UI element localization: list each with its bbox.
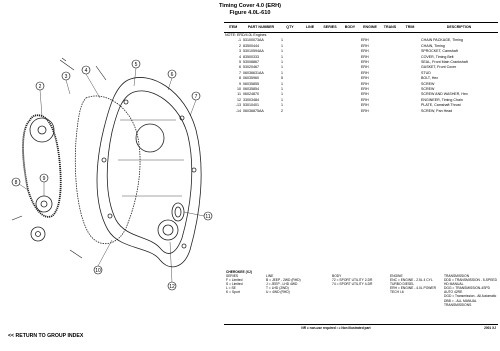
cell-qty: 2 (281, 108, 283, 113)
codes-series-line: F = Limited (226, 278, 243, 283)
cell-desc: ENGINEER, Timing Chain (421, 97, 463, 102)
cell-desc: PLATE, Camshaft Thrust (421, 103, 461, 108)
cell-qty: 1 (281, 103, 283, 108)
cell-engine: ERH (361, 92, 369, 97)
cell-engine: ERH (361, 76, 369, 81)
cell-qty: 1 (281, 70, 283, 75)
cell-desc: STUD (421, 70, 431, 75)
cell-desc: SEAL, Front Main Crankshaft (421, 60, 468, 65)
codes-heading: CHEROKEE (XJ) (226, 270, 252, 274)
svg-text:2: 2 (38, 84, 42, 90)
cell-part: 06035855 (243, 81, 259, 86)
cell-engine: ERH (361, 103, 369, 108)
callout-2 (36, 82, 44, 90)
cell-engine: ERH (361, 49, 369, 54)
cell-item: 7 (239, 70, 241, 75)
col-engine: ENGINE (360, 23, 380, 33)
cell-item: 3 (239, 49, 241, 54)
codes-line-line: T = LHD (2WD) (266, 286, 289, 291)
cell-engine: ERH (361, 54, 369, 59)
cell-qty: 1 (281, 65, 283, 70)
codes-engine-line: ERH = ENGINE - 4.0L POWER TECH I-6 (390, 286, 436, 295)
footer-divider (224, 324, 498, 325)
codes-transmission-line: DGG = TRANSMISSION-4SPD AUTO 42RE (444, 286, 491, 295)
svg-text:8: 8 (14, 180, 18, 186)
codes-engine (390, 274, 438, 294)
cell-desc: COVER, Timing Belt (421, 54, 454, 59)
codes-body-line: 74 = SPORT UTILITY 4-DR (332, 282, 373, 287)
callout-7 (192, 92, 200, 100)
cell-part: 53100073AA (243, 38, 264, 43)
callout-8 (12, 178, 20, 186)
svg-text:6: 6 (170, 72, 174, 78)
cell-part: 53008867 (243, 60, 259, 65)
timing-cover-drawing (97, 77, 201, 266)
codes-transmission (444, 274, 498, 307)
codes-series-title: SERIES (226, 274, 239, 278)
codes-transmission-line: DGD = Transmission - All Automatic (444, 294, 497, 299)
cell-item: 6 (239, 65, 241, 70)
callout-9 (40, 174, 48, 182)
crank-seal-drawing (172, 203, 184, 221)
cell-part: 83500444 (243, 43, 259, 48)
codes-body-line: 72 = SPORT UTILITY 2-DR (332, 278, 373, 283)
codes-engine-line: ENC = ENGINE - 2.5L 4 CYL TURBO DIESEL (390, 278, 433, 287)
cell-line (300, 109, 320, 114)
footer-note: NR = non-use required • = Non illustrated part (301, 326, 371, 330)
svg-text:7: 7 (194, 94, 198, 100)
svg-text:3: 3 (64, 74, 68, 80)
callout-4 (82, 66, 90, 74)
cell-desc: BOLT, Hex (421, 76, 439, 81)
codes-transmission-line: DDD = TRANSMISSION - 5-SPEED HD MANUAL (444, 278, 497, 287)
cell-engine: ERH (361, 97, 369, 102)
cell-trans (380, 109, 400, 114)
cell-engine: ERH (361, 60, 369, 65)
callout-10 (94, 266, 102, 274)
cell-desc: SCREW (421, 87, 435, 92)
cell-item: 10 (237, 87, 241, 92)
cell-item: -14 (235, 108, 241, 113)
cell-part: 53010594AA (243, 49, 264, 54)
table-header-row (224, 23, 498, 33)
col-body: BODY (340, 23, 360, 33)
cell-item: 2 (239, 43, 241, 48)
codes-transmission-line: DBB = - ALL MANUAL TRANSMISSIONS (444, 298, 477, 307)
svg-text:11: 11 (205, 214, 211, 220)
cell-part: 53010401 (243, 103, 259, 108)
cell-engine: ERH (361, 70, 369, 75)
codes-line-line: U = 4WD (RHD) (266, 290, 290, 295)
cell-qty: 1 (281, 81, 283, 86)
cell-part: 06035854 (243, 87, 259, 92)
cell-part: 53020467 (243, 65, 259, 70)
exploded-parts-diagram (0, 20, 222, 310)
codes-line-title: LINE (266, 274, 274, 278)
codes-series-line: K = Sport (226, 290, 240, 295)
table-note: NOTE: ERD/4.0L Engines (225, 33, 267, 37)
vehicle-codes (226, 270, 498, 307)
table-row (224, 109, 498, 114)
codes-body-title: BODY (332, 274, 342, 278)
callout-12 (168, 282, 176, 290)
codes-series-line: L = SE (226, 286, 236, 291)
cell-qty: 5 (281, 76, 283, 81)
cell-desc: SCREW AND WASHER, Hex (421, 92, 468, 97)
figure-number: Figure 4.0L-610 (229, 10, 271, 16)
cell-engine: ERH (361, 38, 369, 43)
col-line: LINE (300, 23, 320, 33)
svg-text:5: 5 (134, 62, 138, 68)
col-series: SERIES (320, 23, 340, 33)
svg-text:9: 9 (42, 176, 46, 182)
col-item: ITEM (224, 23, 242, 33)
page-header (0, 3, 500, 17)
cell-item: 8 (239, 76, 241, 81)
cell-part: 06024870 (243, 92, 259, 97)
cell-desc: CHAIN, Timing (421, 43, 445, 48)
cell-item: 5 (239, 60, 241, 65)
cell-item: 12 (237, 97, 241, 102)
callout-11 (204, 212, 212, 220)
cell-part: 06036875AA (243, 108, 264, 113)
cell-desc: SCREW (421, 81, 435, 86)
cell-qty: 1 (281, 49, 283, 54)
cell-engine: ERH (361, 108, 369, 113)
cell-qty: 1 (281, 54, 283, 59)
codes-body (332, 274, 372, 286)
cell-engine: ERH (361, 81, 369, 86)
crank-sprocket-drawing (31, 227, 45, 241)
col-qty: QTY (280, 23, 300, 33)
svg-text:12: 12 (169, 284, 175, 290)
col-trans: TRANS (380, 23, 400, 33)
cell-qty: 1 (281, 87, 283, 92)
cell-qty: 1 (281, 38, 283, 43)
svg-text:10: 10 (95, 268, 101, 274)
cell-part: 06035960 (243, 76, 259, 81)
cell-item: 9 (239, 81, 241, 86)
cell-engine: ERH (361, 65, 369, 70)
codes-line-line: B = JEEP - 2WD (RHD) (266, 278, 301, 283)
cell-part: 33003484 (243, 97, 259, 102)
cell-qty: 1 (281, 43, 283, 48)
cell-part: 83500333 (243, 54, 259, 59)
cell-item: -13 (235, 103, 241, 108)
codes-series (226, 274, 243, 294)
cell-qty: 1 (281, 92, 283, 97)
svg-text:4: 4 (84, 68, 88, 74)
codes-line-line: J = JEEP - LHD 4WD (266, 282, 298, 287)
cell-body (340, 109, 360, 114)
cell-series (320, 109, 340, 114)
codes-series-line: S = Limited (226, 282, 243, 287)
cell-desc: GASKET, Front Cover (421, 65, 457, 70)
cell-desc: CHAIN PACKAGE, Timing (421, 38, 463, 43)
timing-chain-drawing (23, 115, 61, 217)
cell-desc: SPROCKET, Camshaft (421, 49, 458, 54)
page-title: Timing Cover 4.0 (ERH) (218, 3, 282, 9)
col-description: DESCRIPTION (420, 23, 498, 33)
cell-item: 11 (237, 92, 241, 97)
return-to-group-index-link[interactable]: << RETURN TO GROUP INDEX (8, 333, 84, 339)
callout-6 (168, 70, 176, 78)
codes-transmission-title: TRANSMISSION (444, 274, 470, 278)
cell-trim (400, 109, 420, 114)
cell-item: 4 (239, 54, 241, 59)
col-trim: TRIM (400, 23, 420, 33)
cell-part: 06036631AA (243, 70, 264, 75)
codes-line (266, 274, 301, 294)
callout-5 (132, 60, 140, 68)
cell-qty: 1 (281, 60, 283, 65)
cell-engine: ERH (361, 87, 369, 92)
cell-desc: SCREW, Pan Head (421, 108, 453, 113)
callout-3 (62, 72, 70, 80)
footer-page-label: 2001 XJ (484, 326, 496, 330)
col-part-number: PART NUMBER (242, 23, 280, 33)
cell-item: -1 (237, 38, 241, 43)
codes-engine-title: ENGINE (390, 274, 403, 278)
cell-qty: 1 (281, 97, 283, 102)
cell-engine: ERH (361, 43, 369, 48)
parts-table (224, 22, 498, 114)
